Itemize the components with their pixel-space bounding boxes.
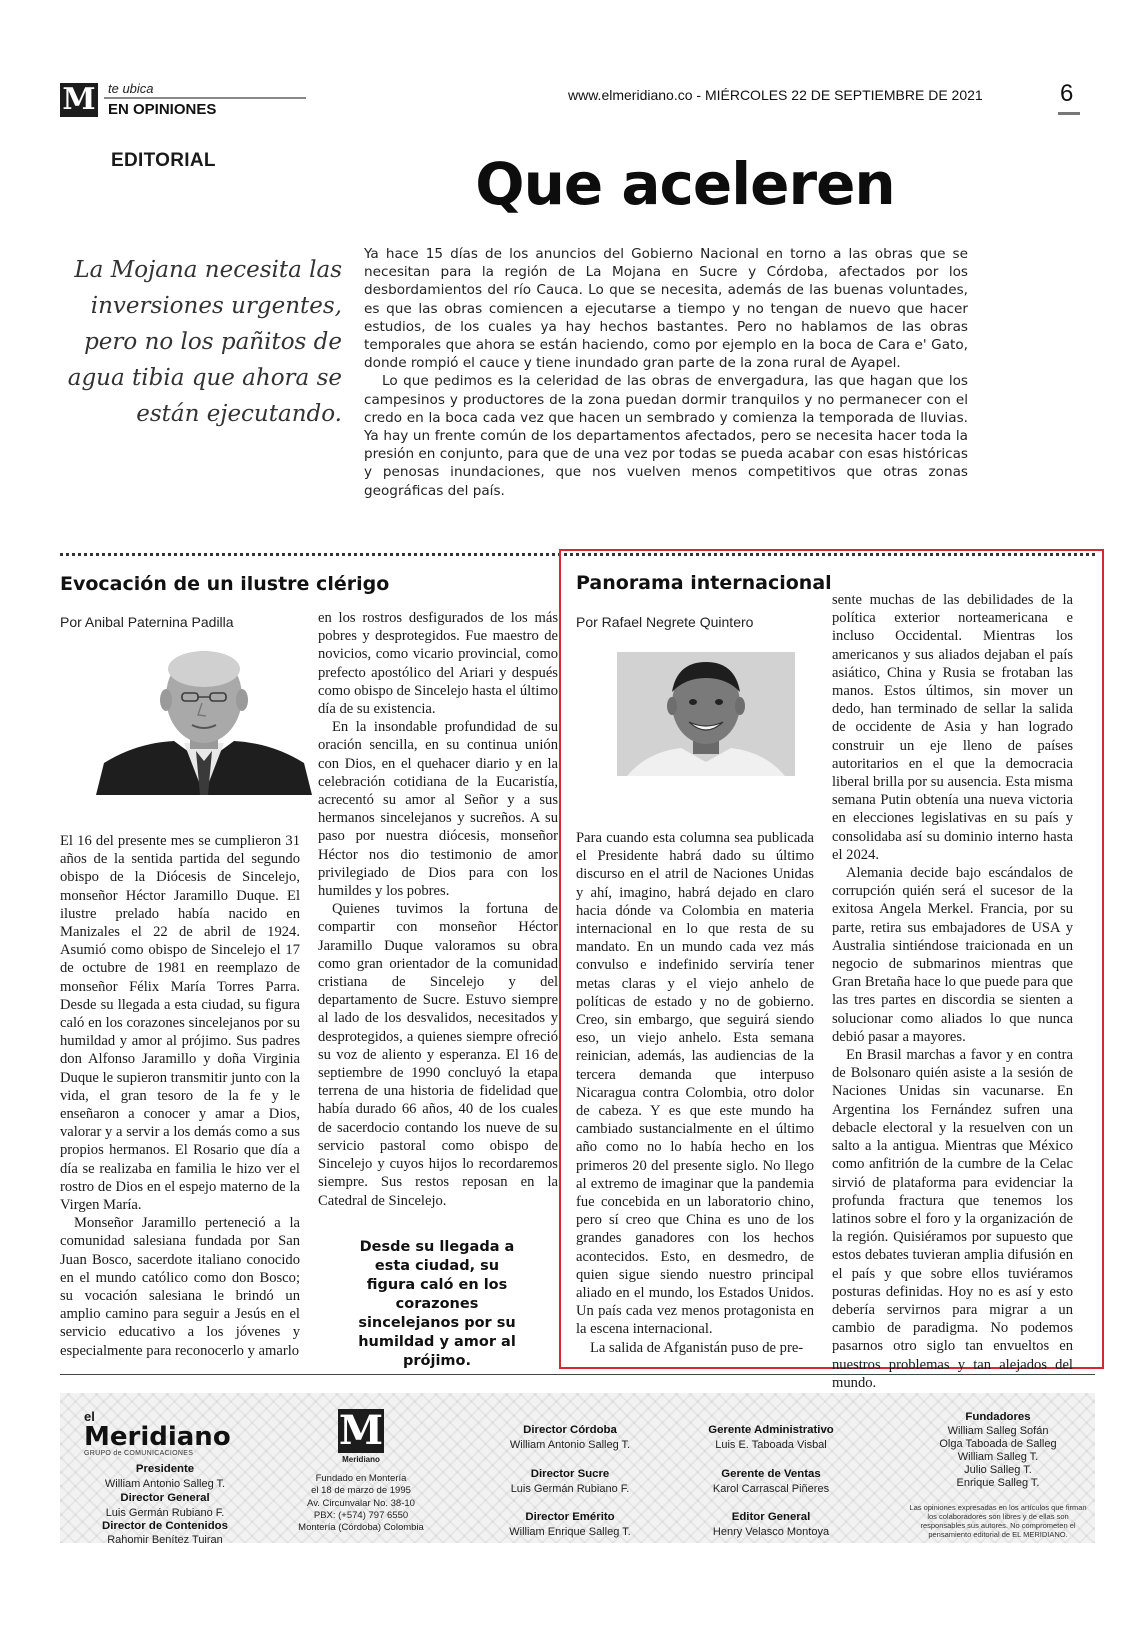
footer-m-label: Meridiano (342, 1455, 380, 1464)
editorial-paragraph: Lo que pedimos es la celeridad de las obras de envergadura, las que hagan que los campesinos y productores de la zona puedan dormir tranquilos y no permanecer con el credo en la boca cada vez que hacen un sembrado y comienza la temporada de lluvias. Ya hay un frente común de los departamentos afectados, pero se necesita hacer toda la presión en conjunto, para que de una vez por todas se pueda acabar con esas históricas y penosas inundaciones, que nos vuelven menos competitivos que otras zonas geográficas del país. (364, 373, 968, 499)
article-title-panorama: Panorama internacional (576, 572, 832, 594)
editorial-pull-quote: La Mojana necesita las inversiones urgentes, pero no los pañitos de agua tibia que ahora se están ejecutando. (67, 257, 342, 427)
gerente-ventas-name: Karol Carrascal Piñeres (712, 1483, 830, 1495)
director-contenidos-label: Director de Contenidos (102, 1520, 228, 1532)
footer-logo-el: el (84, 1409, 95, 1424)
gerente-ventas-label: Gerente de Ventas (721, 1468, 821, 1480)
editorial-body (364, 245, 968, 500)
city: Montería (Córdoba) Colombia (298, 1522, 424, 1533)
director-emerito-label: Director Emérito (525, 1511, 615, 1523)
article-paragraph: Para cuando esta columna sea publicada el Presidente habrá dado su último discurso en el atril de Naciones Unidas y ahí, imagino, habrá dejado en claro hacia dónde va Colombia en materia internacional en lo que resta de su mandato. En un mundo cada vez más convulso e indefinido serviría tener metas claras y el viejo anhelo de políticas de estado y no de gobierno. Creo, sin embargo, que seguirá siendo eso, un viejo anhelo. Esta semana reinician, además, las audiencias de la tercera demanda que interpuso Nicaragua contra Colombia, otro dolor de cabeza. Y es que este mundo ha cambiado sustancialmente en el último año como no lo había hecho en los primeros 20 del presente siglo. No llego al extremo de imaginar que la pandemia fue concebida en un laboratorio chino, pero sí creo que China es uno de los grandes ganadores con los hechos acontecidos. Esto, en desmedro, de quien sigue siendo nuestro principal aliado en el mundo, los Estados Unidos. Un país cada vez menos protagonista en la escena internacional. (576, 830, 814, 1338)
footer-m-logo: M (338, 1407, 384, 1454)
masthead-footer (60, 1393, 1095, 1546)
article-paragraph: en los rostros desfigurados de los más pobres y desprotegidos. Fue maestro de novicios, como vicario provincial, como prefecto apostólico del Ariari y después como obispo de Sincelejo hasta el último día de su existencia. (318, 610, 558, 718)
footer-logo-word: Meridiano (84, 1422, 231, 1452)
article-paragraph: sente muchas de las debilidades de la política exterior norteamericana e incluso Occidental. Mientras los americanos y sus aliados dejaban el país asiático, China y Rusia se frotaban las manos. Estos últimos, sin mover un dedo, han terminado de sellar la salida de occidente de Asia y han logrado construir un eje lleno de países autoritarios en el que la democracia liberal brilla por su ausencia. Esta misma semana Putin obtenía una nueva victoria en elecciones legislativas en su país y consolidaba así su dominio interno hasta el 2024. (832, 592, 1073, 863)
article-column (832, 591, 1073, 1391)
footer-logo-sub: GRUPO de COMUNICACIONES (84, 1450, 194, 1457)
founder-name: William Salleg Sofán (947, 1425, 1049, 1437)
presidente-label: Presidente (135, 1463, 195, 1475)
address: Av. Circunvalar No. 38-10 (307, 1498, 415, 1509)
director-general-name: Luis Germán Rubiano F. (105, 1507, 225, 1519)
newspaper-logo: M (60, 83, 98, 117)
founded-line-2: el 18 de marzo de 1995 (311, 1485, 411, 1496)
fundadores-label: Fundadores (965, 1411, 1031, 1423)
disclaimer: Las opiniones expresadas en los artículos que firman los colaboradores son libres y de ellas son responsables sus autores. No comprometen el pensamiento editorial de EL MERIDIANO. (909, 1503, 1087, 1539)
director-sucre-name: Luis Germán Rubiano F. (510, 1483, 630, 1495)
presidente-name: William Antonio Salleg T. (104, 1478, 226, 1490)
author-photo-paternina (96, 645, 312, 795)
phone: PBX: (+574) 797 6550 (313, 1510, 409, 1521)
article-paragraph: El 16 del presente mes se cumplieron 31 años de la sentida partida del segundo obispo de la Diócesis de Sincelejo, monseñor Héctor Jaramillo Duque. El ilustre prelado había nacido en Manizales el 22 de abril de 1924. Asumió como obispo de Sincelejo el 17 de octubre de 1981 en reemplazo de monseñor Félix María Torres Parra. Desde su llegada a esta ciudad, su figura caló en los corazones sincelejanos por su humildad y amor al prójimo. Sus padres don Alfonso Jaramillo y doña Virginia Duque le supieron transmitir junto con la vida, el gran tesoro de la fe y le enseñaron a conocer y amar a Dios, valorar y a servir a los demás como a sus propios hermanos. El Rosario que día a día se realizaba en familia le hizo ver el rostro de Dios en el espejo materno de la Virgen María. (60, 833, 300, 1214)
editorial-label: EDITORIAL (111, 150, 216, 171)
gerente-admin-label: Gerente Administrativo (708, 1424, 834, 1436)
director-sucre-label: Director Sucre (530, 1468, 610, 1480)
founder-name: Olga Taboada de Salleg (939, 1438, 1057, 1450)
article-paragraph: Alemania decide bajo escándalos de corrupción quién será el sucesor de la exitosa Angela Merkel. Francia, por su parte, retira sus embajadores de USA y Australia sintiéndose traicionada en un negocio de submarinos mientras que Gran Bretaña hace lo que puede para que las tres partes en discordia se sienten a solucionar como aliados lo que nunca debió pasar a mayores. (832, 865, 1073, 1045)
director-emerito-name: William Enrique Salleg T. (509, 1526, 631, 1538)
article-column (318, 609, 558, 1209)
editorial-paragraph: Ya hace 15 días de los anuncios del Gobierno Nacional en torno a las obras que se necesitan para la región de La Mojana en Sucre y Córdoba, afectados por los desbordamientos del río Cauca. Lo que se necesita, además de las buenas voluntades, es que las obras comiencen a ejecutarse a tiempo y no tengan de nuevo que hacer estudios, de los cuales ya hay hechos bastantes. Pero no hablamos de las obras temporales que ahora se están haciendo, como por ejemplo en la boca de Cara e' Gato, donde rompió el cauce y tiene inundado gran parte de la zona rural de Ayapel. (364, 246, 968, 372)
article-paragraph: La salida de Afganistán puso de pre- (590, 1339, 804, 1356)
director-general-label: Director General (120, 1492, 210, 1504)
director-cordoba-label: Director Córdoba (523, 1424, 617, 1436)
article-paragraph: Monseñor Jaramillo perteneció a la comunidad salesiana fundada por San Juan Bosco, sacerdote italiano conocido en el mundo católico como don Bosco; su vocación salesiana le brindó un amplio camino para seguir a Jesús en el servicio educativo a los jóvenes y especialmente para reconocerlo y amarlo (60, 1215, 300, 1359)
bottom-rule (60, 1374, 1095, 1375)
footer-logo (84, 1409, 254, 1457)
header-rule (104, 97, 306, 99)
director-contenidos-name: Rahomir Benítez Tuiran (107, 1534, 223, 1546)
article-paragraph: En la insondable profundidad de su oración sencilla, en su continua unión con Dios, en el quehacer diario y en la celebración cotidiana de la Eucaristía, acrecentó su amor al Señor y a sus hermanos sincelejanos y sucreños. A su paso por nuestra diócesis, monseñor Héctor nos dio testimonio de amor privilegiado de Dios para con los humildes y los pobres. (318, 719, 558, 900)
editorial-headline: Que aceleren (475, 150, 895, 218)
tagline: te ubica (108, 81, 154, 96)
founded-line-1: Fundado en Montería (315, 1473, 407, 1484)
editor-general-name: Henry Velasco Montoya (712, 1526, 830, 1538)
article-byline-paternina: Por Anibal Paternina Padilla (60, 614, 234, 630)
article-paragraph: En Brasil marchas a favor y en contra de Bolsonaro quién asiste a la sesión de Naciones Unidas sin vacunarse. En Argentina los Fernández sufren una debacle electoral y la resuelven con un salto a la antigua. Mientras que México como anfitrión de la cumbre de la Celac sirvió de plataforma para evidenciar la profunda fractura que tenemos los latinos sobre el foro y la organización de la región. Quisiéramos por supuesto que estos debates tuvieran amplia difusión en el país y que sobre ellos tuviéramos posturas definidas. Hoy no es así y esto debería servirnos para migrar a un cambio de paradigma. No podemos pasarnos otro siglo tan envueltos en nuestros problemas y tan alejados del mundo. (832, 1047, 1073, 1391)
founder-name: Julio Salleg T. (964, 1464, 1032, 1476)
founder-name: William Salleg T. (957, 1451, 1039, 1463)
article-paragraph: Quienes tuvimos la fortuna de compartir con monseñor Héctor Jaramillo Duque valoramos su obra como gran orientador de la comunidad cristiana de Sincelejo y del departamento de Sucre. Estuvo siempre al lado de los desvalidos, necesitados y desprotegidos, a quienes siempre ofreció su voz de aliento y esperanza. El 16 de septiembre de 1990 concluyó la etapa terrena de una historia de fidelidad que había durado 66 años, 40 de los cuales de sacerdocio contando los nueve de su servicio pastoral como obispo de Sincelejo y cuyos hijos lo recordaremos siempre. Sus restos reposan en la Catedral de Sincelejo. (318, 901, 558, 1209)
gerente-admin-name: Luis E. Taboada Visbal (715, 1439, 827, 1451)
date-line: www.elmeridiano.co - MIÉRCOLES 22 DE SEPTIEMBRE DE 2021 (568, 87, 983, 103)
article-byline-negrete: Por Rafael Negrete Quintero (576, 614, 754, 630)
founder-name: Enrique Salleg T. (956, 1477, 1040, 1489)
page-number-rule (1058, 112, 1080, 115)
author-photo-negrete (617, 652, 795, 776)
section-label: EN OPINIONES (108, 101, 217, 118)
page-number: 6 (1060, 80, 1074, 107)
director-cordoba-name: William Antonio Salleg T. (509, 1439, 631, 1451)
editor-general-label: Editor General (731, 1511, 811, 1523)
article-title-evocacion: Evocación de un ilustre clérigo (60, 573, 390, 595)
article-pull-quote: Desde su llegada a esta ciudad, su figura caló en los corazones sincelejanos por su humildad y amor al prójimo. (358, 1239, 516, 1369)
article-column (60, 832, 300, 1360)
article-column (576, 829, 814, 1359)
